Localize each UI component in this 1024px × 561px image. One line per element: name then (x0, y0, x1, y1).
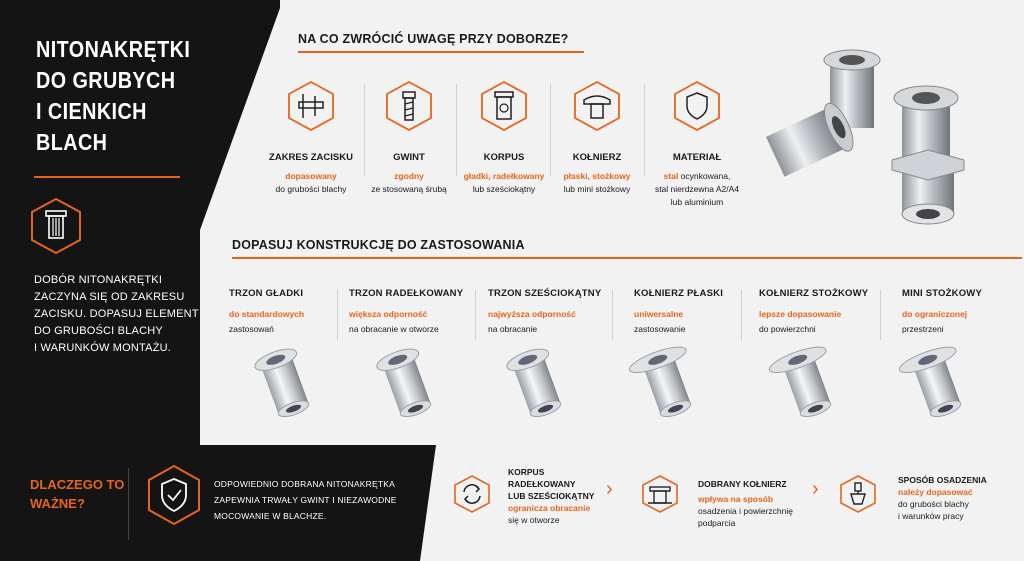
why-desc-line: MOCOWANIE W BLACHZE. (214, 511, 327, 521)
why-title-line: WAŻNE? (30, 496, 85, 511)
type-desc: przestrzeni (902, 324, 944, 334)
chevron-right-icon: › (606, 478, 613, 500)
feature-line1 (354, 170, 464, 183)
feature-accent: stal (663, 171, 679, 181)
section-title-application: DOPASUJ KONSTRUKCJĘ DO ZASTOSOWANIA (232, 238, 525, 252)
point-install (898, 474, 987, 522)
why-desc-line: ODPOWIEDNIO DOBRANA NITONAKRĘTKA (214, 479, 395, 489)
feature-line1 (256, 170, 366, 183)
shield-icon (671, 80, 723, 132)
feature-thread (354, 80, 464, 196)
feature-line1 (642, 170, 752, 183)
feature-line2: do grubości blachy (275, 184, 347, 194)
rivet-nut-image (890, 338, 986, 434)
type-desc: zastosowań (229, 324, 274, 334)
point-title: SPOSÓB OSADZENIA (898, 475, 987, 485)
point-rest: do grubości blachy (898, 499, 969, 509)
type-divider (337, 290, 338, 340)
type-desc: do powierzchni (759, 324, 816, 334)
feature-accent: gładki, radełkowany (463, 171, 545, 181)
rivet-nut-image (620, 338, 716, 434)
left-desc-line: ZACZYNA SIĘ OD ZAKRESU (34, 291, 185, 303)
left-description (34, 272, 204, 357)
feature-name: GWINT (393, 152, 425, 163)
construction-type (488, 288, 618, 334)
section-underline (232, 257, 1022, 259)
feature-name: MATERIAŁ (672, 152, 722, 163)
type-name: TRZON SZEŚCIOKĄTNY (488, 288, 602, 299)
type-divider (475, 290, 476, 340)
feature-accent: zgodny (394, 171, 424, 181)
feature-accent: dopasowany (285, 171, 337, 181)
type-divider (880, 290, 881, 340)
feature-flange (542, 80, 652, 196)
construction-type (902, 288, 1024, 334)
point-body (508, 466, 594, 526)
feature-clamp-range (256, 80, 366, 196)
type-accent: uniwersalne (634, 309, 684, 319)
construction-type (229, 288, 359, 334)
point-title: DOBRANY KOŁNIERZ (698, 479, 787, 489)
feature-name: KORPUS (483, 152, 525, 163)
construction-type (759, 288, 889, 334)
body-icon (478, 80, 530, 132)
rivet-nut-image (490, 338, 586, 434)
install-icon (838, 474, 878, 514)
point-rest: osadzenia i powierzchnię (698, 506, 793, 516)
construction-type (349, 288, 479, 334)
rivet-nut-image (238, 338, 334, 434)
type-accent: większa odporność (349, 309, 428, 319)
flange-icon (571, 80, 623, 132)
point-accent: należy dopasować (898, 487, 973, 497)
rivet-nut-image (360, 338, 456, 434)
why-divider (128, 468, 129, 540)
title-line-3: I CIENKICH (36, 98, 147, 124)
section-title-selection: NA CO ZWRÓCIĆ UWAGĘ PRZY DOBORZE? (298, 32, 569, 46)
type-name: KOŁNIERZ PŁASKI (634, 288, 724, 299)
why-title-line: DLACZEGO TO (30, 477, 125, 492)
feature-line2: stal nierdzewna A2/A4 (654, 184, 740, 194)
point-title: KORPUS (508, 467, 545, 477)
type-desc: na obracanie w otworze (349, 324, 439, 334)
chevron-right-icon: › (812, 478, 819, 500)
rivet-nut-icon (26, 196, 86, 256)
type-name: TRZON RADEŁKOWANY (349, 288, 464, 299)
point-rest: i warunków pracy (898, 511, 964, 521)
left-desc-line: DO GRUBOŚCI BLACHY (34, 325, 163, 337)
left-desc-line: ZACISKU. DOPASUJ ELEMENT (34, 308, 199, 320)
feature-line1 (542, 170, 652, 183)
rivet-nuts-photo (752, 42, 1012, 232)
type-accent: do ograniczonej (902, 309, 968, 319)
construction-type (634, 288, 764, 334)
why-description (214, 476, 397, 524)
feature-line2: lub mini stożkowy (563, 184, 631, 194)
type-name: TRZON GŁADKI (229, 288, 304, 299)
title-divider (34, 176, 180, 178)
feature-accent: płaski, stożkowy (563, 171, 631, 181)
caliper-icon (285, 80, 337, 132)
type-name: KOŁNIERZ STOŻKOWY (759, 288, 869, 299)
why-title (30, 475, 124, 513)
type-divider (612, 290, 613, 340)
bolt-icon (383, 80, 435, 132)
point-rest: się w otworze (508, 515, 560, 525)
type-divider (741, 290, 742, 340)
type-accent: do standardowych (229, 309, 305, 319)
shield-check-icon (144, 463, 204, 527)
why-desc-line: ZAPEWNIA TRWAŁY GWINT I NIEZAWODNE (214, 495, 397, 505)
title-accent: BLACH (36, 129, 108, 155)
feature-name: ZAKRES ZACISKU (269, 152, 353, 163)
type-accent: najwyższa odporność (488, 309, 576, 319)
rotate-icon (452, 474, 492, 514)
point-accent: ogranicza obracanie (508, 503, 591, 513)
section-underline (298, 51, 584, 53)
left-desc-line: I WARUNKÓW MONTAŻU. (34, 342, 172, 354)
rivet-nut-image (760, 338, 856, 434)
feature-name: KOŁNIERZ (572, 152, 622, 163)
title-line-1: NITONAKRĘTKI (36, 36, 191, 62)
type-accent: lepsze dopasowanie (759, 309, 842, 319)
type-name: MINI STOŻKOWY (902, 288, 983, 299)
flange-support-icon (640, 474, 680, 514)
point-rest: podparcia (698, 518, 736, 528)
point-title: LUB SZEŚCIOKĄTNY (508, 491, 595, 501)
feature-rest: ocynkowana, (678, 171, 731, 181)
type-desc: na obracanie (488, 324, 538, 334)
feature-line2: ze stosowaną śrubą (371, 184, 447, 194)
feature-material (642, 80, 752, 209)
point-flange (698, 478, 793, 529)
feature-line3: lub aluminium (670, 197, 724, 207)
type-desc: zastosowanie (634, 324, 686, 334)
feature-line2: lub sześciokątny (472, 184, 536, 194)
left-panel-content (0, 0, 210, 445)
point-title: RADEŁKOWANY (508, 479, 576, 489)
title-line-2: DO GRUBYCH (36, 67, 176, 93)
left-desc-line: DOBÓR NITONAKRĘTKI (34, 274, 163, 286)
point-accent: wpływa na sposób (698, 494, 774, 504)
